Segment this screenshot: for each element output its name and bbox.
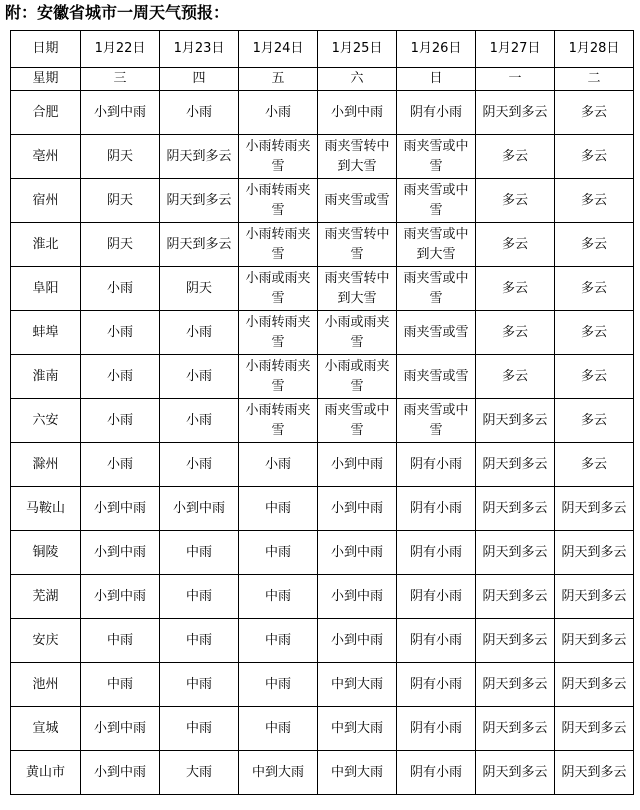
forecast-cell: 中雨 — [81, 663, 160, 707]
date-header-row — [11, 31, 634, 68]
forecast-cell: 小雨转雨夹雪 — [239, 399, 318, 443]
table-row — [11, 355, 634, 399]
forecast-cell: 小到中雨 — [81, 487, 160, 531]
forecast-cell: 雨夹雪转中雪 — [318, 223, 397, 267]
forecast-cell: 雨夹雪或中雪 — [397, 179, 476, 223]
weekday-cell-label: 星期 — [11, 68, 81, 91]
city-name-cell: 亳州 — [11, 135, 81, 179]
city-name-cell: 铜陵 — [11, 531, 81, 575]
forecast-cell: 小雨 — [239, 91, 318, 135]
forecast-cell: 小到中雨 — [81, 91, 160, 135]
table-row — [11, 707, 634, 751]
forecast-cell: 阴天到多云 — [555, 531, 634, 575]
weekday-cell: 三 — [81, 68, 160, 91]
forecast-cell: 小雨转雨夹雪 — [239, 355, 318, 399]
forecast-cell: 小到中雨 — [160, 487, 239, 531]
weekday-cell: 日 — [397, 68, 476, 91]
forecast-cell: 雨夹雪或中雪 — [397, 267, 476, 311]
forecast-cell: 阴天到多云 — [555, 707, 634, 751]
forecast-cell: 小到中雨 — [318, 487, 397, 531]
weekday-cell: 一 — [476, 68, 555, 91]
weekday-row — [11, 68, 634, 91]
city-name-cell: 淮北 — [11, 223, 81, 267]
forecast-cell: 阴天 — [81, 223, 160, 267]
forecast-cell: 中雨 — [160, 707, 239, 751]
forecast-cell: 阴有小雨 — [397, 575, 476, 619]
city-name-cell: 马鞍山 — [11, 487, 81, 531]
forecast-cell: 阴天到多云 — [476, 91, 555, 135]
city-name-cell: 芜湖 — [11, 575, 81, 619]
table-row — [11, 487, 634, 531]
city-name-cell: 蚌埠 — [11, 311, 81, 355]
weekday-cell: 六 — [318, 68, 397, 91]
forecast-cell: 多云 — [476, 355, 555, 399]
forecast-cell: 小到中雨 — [81, 751, 160, 795]
forecast-cell: 阴天到多云 — [476, 531, 555, 575]
table-row — [11, 399, 634, 443]
table-row — [11, 311, 634, 355]
forecast-cell: 多云 — [555, 267, 634, 311]
table-row — [11, 619, 634, 663]
forecast-cell: 中到大雨 — [318, 663, 397, 707]
weekday-cell: 四 — [160, 68, 239, 91]
forecast-cell: 阴天 — [81, 135, 160, 179]
forecast-cell: 中雨 — [160, 531, 239, 575]
forecast-cell: 小到中雨 — [318, 575, 397, 619]
city-name-cell: 黄山市 — [11, 751, 81, 795]
forecast-cell: 多云 — [476, 179, 555, 223]
forecast-cell: 阴天到多云 — [476, 619, 555, 663]
city-name-cell: 阜阳 — [11, 267, 81, 311]
forecast-cell: 阴天到多云 — [476, 663, 555, 707]
forecast-cell: 阴有小雨 — [397, 487, 476, 531]
forecast-cell: 阴有小雨 — [397, 707, 476, 751]
forecast-cell: 小雨或雨夹雪 — [318, 311, 397, 355]
forecast-cell: 多云 — [555, 135, 634, 179]
forecast-cell: 多云 — [555, 311, 634, 355]
forecast-cell: 小到中雨 — [81, 575, 160, 619]
forecast-cell: 阴天到多云 — [555, 575, 634, 619]
forecast-cell: 小到中雨 — [318, 531, 397, 575]
forecast-cell: 小雨 — [160, 91, 239, 135]
forecast-cell: 小雨 — [81, 311, 160, 355]
forecast-cell: 小雨 — [160, 443, 239, 487]
forecast-cell: 中雨 — [239, 619, 318, 663]
forecast-cell: 多云 — [555, 355, 634, 399]
forecast-cell: 雨夹雪或雪 — [397, 355, 476, 399]
forecast-cell: 阴有小雨 — [397, 663, 476, 707]
forecast-cell: 中雨 — [239, 575, 318, 619]
forecast-cell: 小雨 — [81, 355, 160, 399]
table-row — [11, 135, 634, 179]
forecast-cell: 中雨 — [239, 663, 318, 707]
forecast-cell: 中雨 — [239, 487, 318, 531]
table-row — [11, 91, 634, 135]
city-name-cell: 合肥 — [11, 91, 81, 135]
forecast-cell: 小到中雨 — [81, 531, 160, 575]
forecast-cell: 中雨 — [81, 619, 160, 663]
forecast-cell: 阴天到多云 — [555, 751, 634, 795]
header-cell-date: 1月28日 — [555, 31, 634, 68]
header-cell-date: 1月23日 — [160, 31, 239, 68]
table-row — [11, 663, 634, 707]
forecast-cell: 小雨 — [160, 355, 239, 399]
header-cell-date-label: 日期 — [11, 31, 81, 68]
forecast-cell: 阴天 — [160, 267, 239, 311]
forecast-cell: 阴有小雨 — [397, 443, 476, 487]
forecast-cell: 多云 — [476, 311, 555, 355]
forecast-cell: 雨夹雪或中雪 — [318, 399, 397, 443]
header-cell-date: 1月27日 — [476, 31, 555, 68]
forecast-cell: 小雨或雨夹雪 — [239, 267, 318, 311]
weather-forecast-table — [10, 30, 634, 795]
forecast-cell: 小雨转雨夹雪 — [239, 179, 318, 223]
forecast-cell: 阴天 — [81, 179, 160, 223]
table-row — [11, 223, 634, 267]
city-name-cell: 池州 — [11, 663, 81, 707]
forecast-cell: 小雨转雨夹雪 — [239, 223, 318, 267]
table-row — [11, 531, 634, 575]
weekday-cell: 二 — [555, 68, 634, 91]
forecast-cell: 阴天到多云 — [476, 707, 555, 751]
forecast-cell: 中雨 — [160, 663, 239, 707]
forecast-cell: 中到大雨 — [318, 751, 397, 795]
forecast-cell: 雨夹雪或雪 — [318, 179, 397, 223]
forecast-cell: 雨夹雪转中到大雪 — [318, 267, 397, 311]
forecast-cell: 阴有小雨 — [397, 619, 476, 663]
forecast-cell: 多云 — [555, 179, 634, 223]
city-name-cell: 淮南 — [11, 355, 81, 399]
forecast-cell: 小雨 — [81, 267, 160, 311]
forecast-cell: 小到中雨 — [318, 619, 397, 663]
forecast-cell: 小雨 — [81, 443, 160, 487]
header-cell-date: 1月22日 — [81, 31, 160, 68]
forecast-cell: 小雨转雨夹雪 — [239, 311, 318, 355]
city-name-cell: 安庆 — [11, 619, 81, 663]
forecast-cell: 小雨 — [160, 399, 239, 443]
city-name-cell: 宣城 — [11, 707, 81, 751]
city-name-cell: 宿州 — [11, 179, 81, 223]
forecast-cell: 雨夹雪或中雪 — [397, 399, 476, 443]
forecast-cell: 小到中雨 — [318, 443, 397, 487]
forecast-cell: 中雨 — [239, 531, 318, 575]
forecast-cell: 阴天到多云 — [555, 487, 634, 531]
forecast-cell: 小雨 — [239, 443, 318, 487]
forecast-cell: 中雨 — [160, 575, 239, 619]
forecast-cell: 中雨 — [160, 619, 239, 663]
forecast-cell: 阴天到多云 — [160, 223, 239, 267]
forecast-cell: 多云 — [476, 135, 555, 179]
forecast-cell: 小雨 — [160, 311, 239, 355]
forecast-cell: 雨夹雪或雪 — [397, 311, 476, 355]
forecast-cell: 阴天到多云 — [160, 135, 239, 179]
forecast-cell: 多云 — [476, 267, 555, 311]
forecast-cell: 小到中雨 — [81, 707, 160, 751]
forecast-cell: 小到中雨 — [318, 91, 397, 135]
forecast-cell: 小雨转雨夹雪 — [239, 135, 318, 179]
table-row — [11, 179, 634, 223]
forecast-cell: 阴天到多云 — [476, 399, 555, 443]
forecast-cell: 大雨 — [160, 751, 239, 795]
header-cell-date: 1月26日 — [397, 31, 476, 68]
forecast-cell: 小雨 — [81, 399, 160, 443]
forecast-cell: 中到大雨 — [239, 751, 318, 795]
city-name-cell: 六安 — [11, 399, 81, 443]
forecast-cell: 阴天到多云 — [555, 619, 634, 663]
forecast-cell: 阴天到多云 — [476, 487, 555, 531]
table-row — [11, 751, 634, 795]
forecast-cell: 多云 — [555, 91, 634, 135]
forecast-cell: 阴天到多云 — [555, 663, 634, 707]
city-name-cell: 滁州 — [11, 443, 81, 487]
forecast-cell: 中到大雨 — [318, 707, 397, 751]
forecast-cell: 阴有小雨 — [397, 91, 476, 135]
forecast-cell: 阴天到多云 — [160, 179, 239, 223]
forecast-cell: 多云 — [555, 399, 634, 443]
forecast-cell: 中雨 — [239, 707, 318, 751]
header-cell-date: 1月24日 — [239, 31, 318, 68]
forecast-cell: 阴有小雨 — [397, 531, 476, 575]
forecast-cell: 阴天到多云 — [476, 751, 555, 795]
forecast-cell: 雨夹雪转中到大雪 — [318, 135, 397, 179]
forecast-cell: 多云 — [476, 223, 555, 267]
table-row — [11, 575, 634, 619]
forecast-cell: 阴天到多云 — [476, 443, 555, 487]
forecast-cell: 多云 — [555, 223, 634, 267]
forecast-cell: 多云 — [555, 443, 634, 487]
weekday-cell: 五 — [239, 68, 318, 91]
forecast-cell: 雨夹雪或中雪 — [397, 135, 476, 179]
forecast-cell: 阴有小雨 — [397, 751, 476, 795]
header-cell-date: 1月25日 — [318, 31, 397, 68]
table-row — [11, 443, 634, 487]
document-title: 附：安徽省城市一周天气预报： — [5, 3, 230, 22]
forecast-cell: 小雨或雨夹雪 — [318, 355, 397, 399]
table-row — [11, 267, 634, 311]
forecast-cell: 雨夹雪或中到大雪 — [397, 223, 476, 267]
forecast-cell: 阴天到多云 — [476, 575, 555, 619]
